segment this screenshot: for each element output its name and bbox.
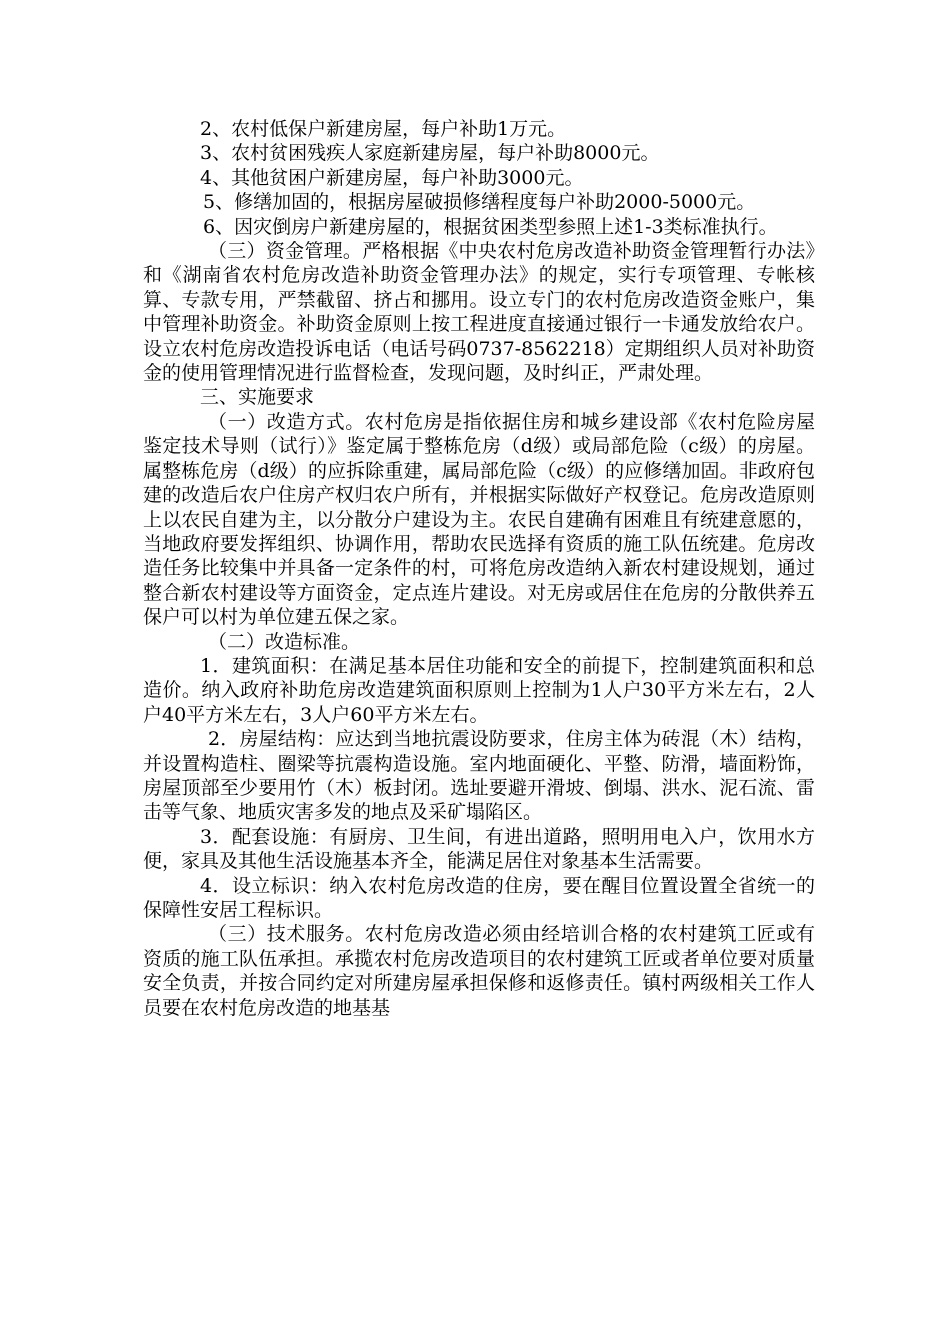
paragraph-subsidy-repair: 5、修缮加固的，根据房屋破损修缮程度每户补助2000-5000元。 xyxy=(203,191,756,214)
section-heading-implementation: 三、实施要求 xyxy=(200,386,315,409)
paragraph-fund-management: （三）资金管理。严格根据《中央农村危房改造补助资金管理暂行办法》和《湖南省农村危房改造补助资金管理办法》的规定，实行专项管理、专帐核算、专款专用，严禁截留、挤占和挪用。设立专门的农村危房改造资金账户，集中管理补助资金。补助资金原则上按工程进度直接通过银行一卡通发放给农户。设立农村危房改造投诉电话（电话号码0737-8562218）定期组织人员对补助资金的使用管理情况进行监督检查，发现问题，及时纠正，严肃处理。 xyxy=(143,240,815,385)
paragraph-signage: 4．设立标识：纳入农村危房改造的住房，要在醒目位置设置全省统一的保障性安居工程标识。 xyxy=(143,874,815,921)
paragraph-subsidy-other-poor: 4、其他贫困户新建房屋，每户补助3000元。 xyxy=(200,166,584,189)
paragraph-building-area: 1．建筑面积：在满足基本居住功能和安全的前提下，控制建筑面积和总造价。纳入政府补助危房改造建筑面积原则上控制为1人户30平方米左右，2人户40平方米左右，3人户60平方米左右。 xyxy=(143,654,815,726)
paragraph-supporting-facilities: 3．配套设施：有厨房、卫生间，有进出道路，照明用电入户，饮用水方便，家具及其他生活设施基本齐全，能满足居住对象基本生活需要。 xyxy=(143,825,815,873)
paragraph-house-structure: 2．房屋结构：应达到当地抗震设防要求，住房主体为砖混（木）结构，并设置构造柱、圈梁等抗震构造设施。室内地面硬化、平整、防滑，墙面粉饰，房屋顶部至少要用竹（木）板封闭。选址要避开滑坡、倒塌、洪水、泥石流、雷击等气象、地质灾害多发的地点及采矿塌陷区。 xyxy=(143,728,815,824)
paragraph-renovation-method: （一）改造方式。农村危房是指依据住房和城乡建设部《农村危险房屋鉴定技术导则（试行）》鉴定属于整栋危房（d级）或局部危险（c级）的房屋。属整栋危房（d级）的应拆除重建，属局部危险（c级）的应修缮加固。非政府包建的改造后农户住房产权归农户所有，并根据实际做好产权登记。危房改造原则上以农民自建为主，以分散分户建设为主。农民自建确有困难且有统建意愿的，当地政府要发挥组织、协调作用，帮助农民选择有资质的施工队伍统建。危房改造任务比较集中并具备一定条件的村，可将危房改造纳入新农村建设规划，通过整合新农村建设等方面资金，定点连片建设。对无房或居住在危房的分散供养五保户可以村为单位建五保之家。 xyxy=(143,410,815,629)
paragraph-renovation-standard-heading: （二）改造标准。 xyxy=(208,630,361,653)
paragraph-subsidy-low-income: 2、农村低保户新建房屋，每户补助1万元。 xyxy=(200,118,567,140)
paragraph-subsidy-disaster: 6、因灾倒房户新建房屋的，根据贫困类型参照上述1-3类标准执行。 xyxy=(203,215,778,238)
document-body xyxy=(143,117,815,1020)
paragraph-technical-service: （三）技术服务。农村危房改造必须由经培训合格的农村建筑工匠或有资质的施工队伍承担。承揽农村危房改造项目的农村建筑工匠或者单位要对质量安全负责，并按合同约定对所建房屋承担保修和返修责任。镇村两级相关工作人员要在农村危房改造的地基基 xyxy=(143,923,815,1019)
paragraph-subsidy-disabled: 3、农村贫困残疾人家庭新建房屋，每户补助8000元。 xyxy=(200,142,660,165)
